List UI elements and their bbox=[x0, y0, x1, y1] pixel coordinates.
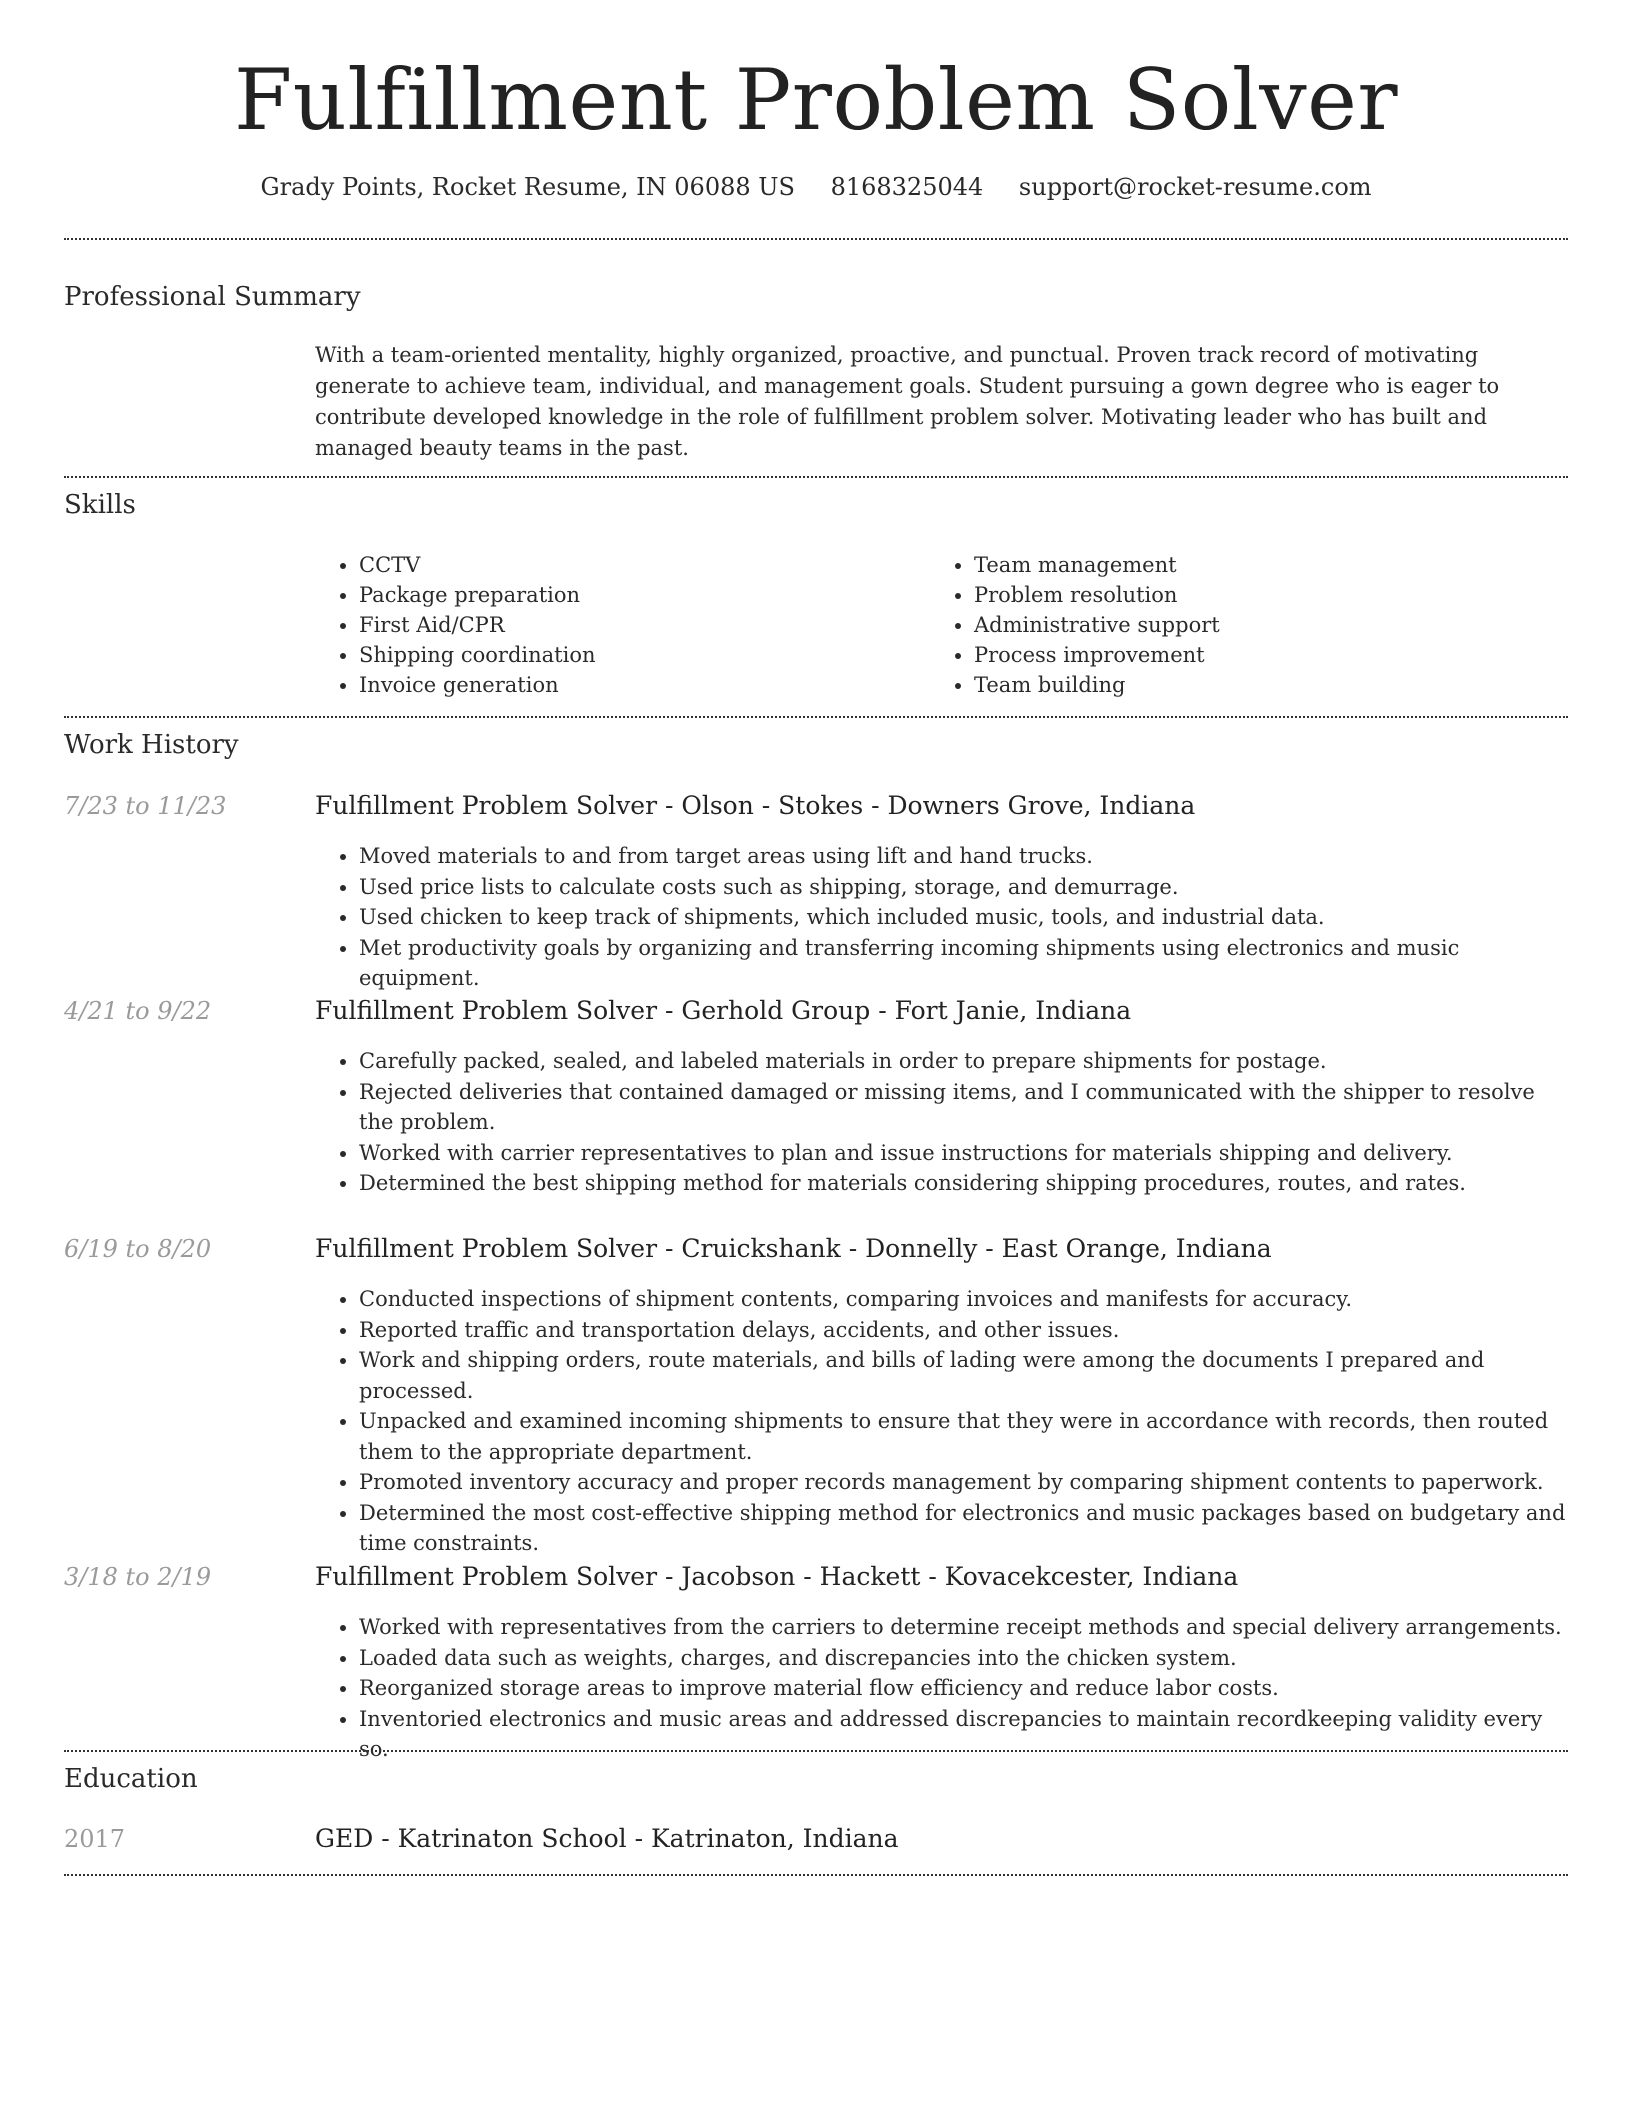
job-dates: 3/18 to 2/19 bbox=[64, 1563, 212, 1591]
education-heading-line: GED - Katrinaton School - Katrinaton, Indiana bbox=[315, 1824, 899, 1853]
job-duty: • Loaded data such as weights, charges, and discrepancies into the chicken system. bbox=[359, 1643, 1575, 1674]
job-duty: • Reorganized storage areas to improve material flow efficiency and reduce labor costs. bbox=[359, 1673, 1575, 1704]
job-duty: • Determined the best shipping method for materials considering shipping procedures, routes, and rates. bbox=[359, 1168, 1575, 1199]
summary-text: With a team-oriented mentality, highly organized, proactive, and punctual. Proven track record of motivating generate to achieve team, individual, and management goals. Student pursuing a gown degree who is eager to contribute developed knowledge in the role of fulfillment problem solver. Motivating leader who has built and managed beauty teams in the past. bbox=[315, 343, 1500, 460]
skill-item: • Shipping coordination bbox=[359, 640, 915, 670]
summary-heading: Professional Summary bbox=[64, 282, 361, 312]
skills-left-column bbox=[315, 550, 915, 700]
skill-item: • First Aid/CPR bbox=[359, 610, 915, 640]
skill-item: • Team management bbox=[974, 550, 1530, 580]
job-dates: 4/21 to 9/22 bbox=[64, 997, 212, 1025]
resume-name: Fulfillment Problem Solver bbox=[233, 51, 1399, 149]
job-heading: Fulfillment Problem Solver - Olson - Stokes - Downers Grove, Indiana bbox=[315, 791, 1196, 820]
contact-phone: 8168325044 bbox=[830, 173, 984, 201]
job-duty: • Rejected deliveries that contained damaged or missing items, and I communicated with the shipper to resolve the problem. bbox=[359, 1077, 1575, 1138]
job-duties bbox=[315, 1284, 1575, 1559]
contact-address: Grady Points, Rocket Resume, IN 06088 US bbox=[260, 173, 795, 201]
job-duty: • Worked with carrier representatives to plan and issue instructions for materials shipping and delivery. bbox=[359, 1138, 1575, 1169]
job-duties bbox=[315, 1046, 1575, 1199]
skills-right-column bbox=[930, 550, 1530, 700]
job-duty: • Conducted inspections of shipment contents, comparing invoices and manifests for accuracy. bbox=[359, 1284, 1575, 1315]
job-heading: Fulfillment Problem Solver - Gerhold Group - Fort Janie, Indiana bbox=[315, 996, 1132, 1025]
skills-heading: Skills bbox=[64, 490, 136, 520]
job-duty: • Used chicken to keep track of shipments, which included music, tools, and industrial data. bbox=[359, 902, 1575, 933]
job-duties bbox=[315, 1612, 1575, 1765]
job-duty: • Used price lists to calculate costs such as shipping, storage, and demurrage. bbox=[359, 872, 1575, 903]
job-duty: • Inventoried electronics and music areas and addressed discrepancies to maintain recordkeeping validity every so. bbox=[359, 1704, 1575, 1765]
job-duty: • Promoted inventory accuracy and proper records management by comparing shipment contents to paperwork. bbox=[359, 1467, 1575, 1498]
divider bbox=[64, 476, 1568, 478]
work-history-heading: Work History bbox=[64, 730, 239, 760]
skill-item: • Team building bbox=[974, 670, 1530, 700]
skill-item: • CCTV bbox=[359, 550, 915, 580]
job-duty: • Determined the most cost-effective shipping method for electronics and music packages based on budgetary and time constraints. bbox=[359, 1498, 1575, 1559]
skill-item: • Administrative support bbox=[974, 610, 1530, 640]
job-duty: • Met productivity goals by organizing and transferring incoming shipments using electronics and music equipment. bbox=[359, 933, 1575, 994]
job-heading: Fulfillment Problem Solver - Jacobson - Hackett - Kovacekcester, Indiana bbox=[315, 1562, 1239, 1591]
job-duty: • Reported traffic and transportation delays, accidents, and other issues. bbox=[359, 1315, 1575, 1346]
skill-item: • Package preparation bbox=[359, 580, 915, 610]
job-dates: 7/23 to 11/23 bbox=[64, 792, 227, 820]
divider bbox=[64, 1750, 1568, 1752]
job-heading: Fulfillment Problem Solver - Cruickshank - Donnelly - East Orange, Indiana bbox=[315, 1234, 1272, 1263]
skill-item: • Invoice generation bbox=[359, 670, 915, 700]
education-heading: Education bbox=[64, 1764, 198, 1794]
divider bbox=[64, 238, 1568, 240]
contact-line bbox=[0, 170, 1632, 204]
job-duty: • Work and shipping orders, route materials, and bills of lading were among the documents I prepared and processed. bbox=[359, 1345, 1575, 1406]
job-duty: • Unpacked and examined incoming shipments to ensure that they were in accordance with records, then routed them to the appropriate department. bbox=[359, 1406, 1575, 1467]
job-duty: • Moved materials to and from target areas using lift and hand trucks. bbox=[359, 841, 1575, 872]
job-duty: • Carefully packed, sealed, and labeled materials in order to prepare shipments for postage. bbox=[359, 1046, 1575, 1077]
divider bbox=[64, 1874, 1568, 1876]
skill-item: • Process improvement bbox=[974, 640, 1530, 670]
divider bbox=[64, 716, 1568, 718]
job-duty: • Worked with representatives from the carriers to determine receipt methods and special delivery arrangements. bbox=[359, 1612, 1575, 1643]
job-duties bbox=[315, 841, 1575, 994]
skill-item: • Problem resolution bbox=[974, 580, 1530, 610]
contact-email: support@rocket-resume.com bbox=[1018, 173, 1372, 201]
job-dates: 6/19 to 8/20 bbox=[64, 1235, 212, 1263]
education-year: 2017 bbox=[64, 1825, 126, 1853]
